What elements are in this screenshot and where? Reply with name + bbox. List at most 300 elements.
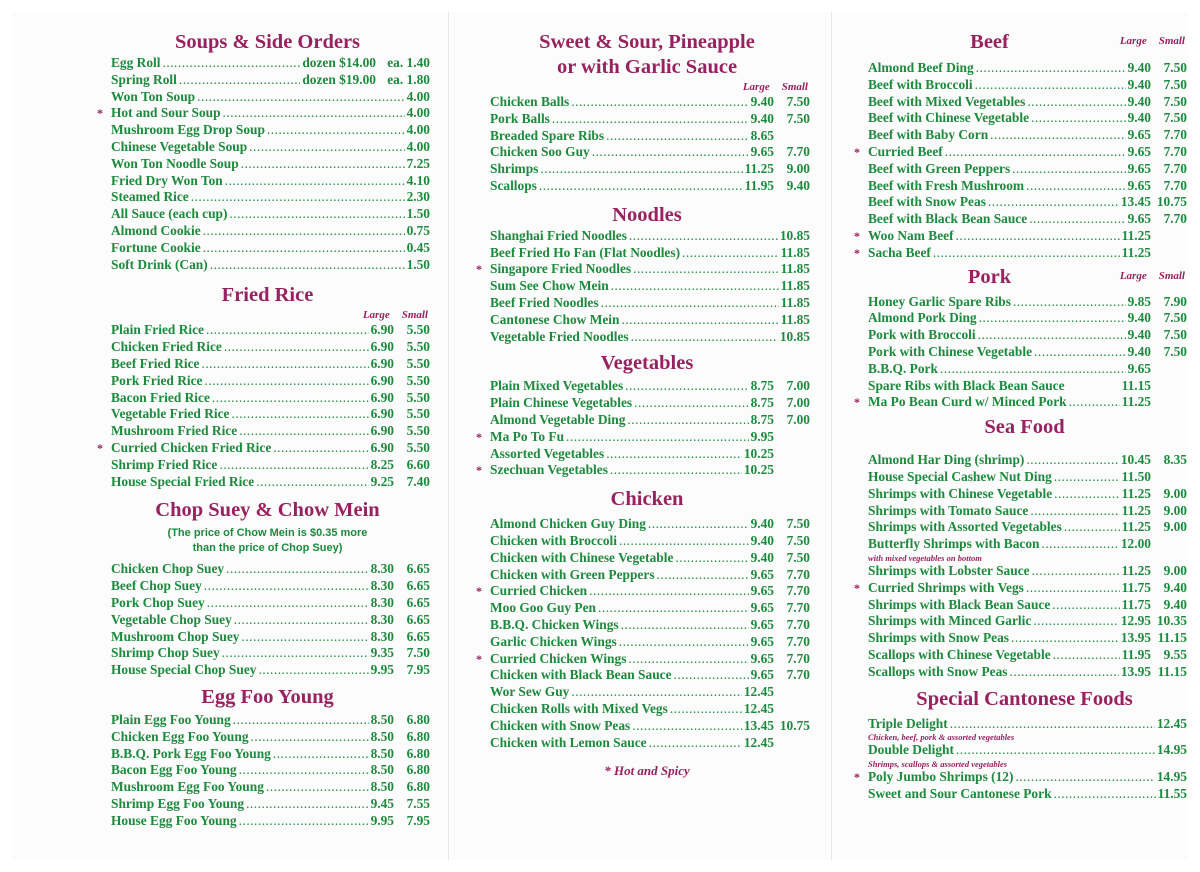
price-large: 8.75 bbox=[750, 395, 774, 411]
item-name: Singapore Fried Noodles bbox=[490, 261, 632, 277]
price-large: 9.65 bbox=[750, 633, 774, 649]
dot-leader bbox=[197, 89, 404, 106]
dot-leader bbox=[1013, 294, 1126, 311]
section-chop-suey bbox=[105, 498, 430, 679]
price-large: 9.40 bbox=[750, 532, 774, 548]
item-name: Chicken Rolls with Mixed Vegs bbox=[490, 700, 668, 716]
price-large: 1.50 bbox=[406, 206, 430, 222]
menu-item-row bbox=[484, 278, 810, 295]
dot-leader bbox=[225, 173, 405, 190]
item-name: Curried Chicken Fried Rice bbox=[111, 439, 272, 455]
dot-leader bbox=[1032, 563, 1120, 580]
price-large: 6.90 bbox=[370, 406, 394, 422]
dot-leader bbox=[241, 156, 405, 173]
menu-panel-right bbox=[854, 30, 1187, 803]
price-large: dozen $14.00 bbox=[302, 55, 376, 70]
item-name: Spring Roll bbox=[111, 71, 177, 87]
price-large: 8.50 bbox=[370, 762, 394, 778]
section-soups bbox=[97, 30, 430, 273]
item-name: Butterfly Shrimps with Bacon bbox=[868, 536, 1040, 552]
item-name: Curried Chicken bbox=[490, 583, 588, 599]
price-small: 6.65 bbox=[406, 611, 430, 627]
price-small: 5.50 bbox=[406, 406, 430, 422]
menu-item-row bbox=[484, 550, 810, 567]
footnote-text: Hot and Spicy bbox=[613, 763, 690, 779]
price-large: 11.25 bbox=[1121, 227, 1151, 243]
item-name: Shrimps with Assorted Vegetables bbox=[868, 519, 1062, 535]
size-header bbox=[105, 308, 430, 322]
dot-leader bbox=[256, 474, 368, 491]
dot-leader bbox=[598, 600, 749, 617]
dot-leader bbox=[234, 612, 369, 629]
price-small: 9.40 bbox=[1163, 579, 1187, 595]
price-small: 7.70 bbox=[786, 616, 810, 632]
item-name: Mushroom Egg Drop Soup bbox=[111, 122, 265, 138]
item-name: All Sauce (each cup) bbox=[111, 206, 228, 222]
price-small: 8.35 bbox=[1163, 452, 1187, 468]
dot-leader bbox=[273, 440, 368, 457]
price-large: 9.95 bbox=[370, 662, 394, 678]
price-small: 6.65 bbox=[406, 578, 430, 594]
item-name: Shrimps with Minced Garlic bbox=[868, 613, 1032, 629]
price-large: 10.45 bbox=[1120, 452, 1151, 468]
menu-item-row bbox=[862, 664, 1187, 681]
menu-item-row bbox=[105, 813, 430, 830]
spicy-marker: * bbox=[476, 429, 482, 444]
price-small: 7.50 bbox=[406, 645, 430, 661]
price-small: 6.60 bbox=[406, 456, 430, 472]
price-large: 8.50 bbox=[370, 745, 394, 761]
size-header bbox=[1120, 269, 1187, 283]
item-name: Chicken with Snow Peas bbox=[490, 717, 631, 733]
menu-item-row bbox=[862, 597, 1187, 614]
price-small: 7.50 bbox=[1163, 60, 1187, 75]
price-small: 9.00 bbox=[1163, 485, 1187, 501]
menu-page bbox=[12, 12, 1188, 860]
price-large: 9.40 bbox=[1127, 60, 1151, 75]
menu-item-row bbox=[105, 796, 430, 813]
dot-leader bbox=[223, 105, 405, 122]
menu-item-row bbox=[105, 173, 430, 190]
dot-leader bbox=[1054, 469, 1120, 486]
dot-leader bbox=[621, 312, 778, 329]
item-name: Beef with Chinese Vegetable bbox=[868, 110, 1030, 126]
item-name: Almond Vegetable Ding bbox=[490, 411, 626, 427]
menu-item-row bbox=[862, 294, 1187, 311]
price-small: 9.00 bbox=[1163, 502, 1187, 518]
dot-leader bbox=[179, 72, 300, 89]
dot-leader bbox=[601, 295, 779, 312]
price-small: 9.00 bbox=[1163, 519, 1187, 535]
dot-leader bbox=[649, 735, 742, 752]
item-name: Almond Cookie bbox=[111, 222, 201, 238]
item-name: Chicken Fried Rice bbox=[111, 339, 222, 355]
item-name: Bacon Fried Rice bbox=[111, 389, 210, 405]
menu-item-row bbox=[97, 439, 430, 457]
dot-leader bbox=[632, 718, 742, 735]
menu-item-row bbox=[484, 567, 810, 584]
item-name: Beef with Snow Peas bbox=[868, 194, 986, 210]
spicy-marker: * bbox=[97, 106, 103, 121]
price-large: 13.95 bbox=[1120, 663, 1151, 679]
dot-leader bbox=[162, 55, 300, 72]
dot-leader bbox=[592, 144, 749, 161]
price-large: 9.65 bbox=[1127, 127, 1151, 143]
price-large: 6.90 bbox=[370, 439, 394, 455]
dot-leader bbox=[267, 122, 405, 139]
menu-item-row bbox=[105, 339, 430, 356]
dot-leader bbox=[239, 813, 369, 830]
section-title: Beef bbox=[970, 31, 1009, 53]
item-list bbox=[854, 715, 1187, 803]
section-fried-rice bbox=[97, 283, 430, 490]
item-name: Vegetable Fried Noodles bbox=[490, 328, 629, 344]
dot-leader bbox=[610, 462, 742, 479]
dot-leader bbox=[1033, 613, 1119, 630]
dot-leader bbox=[1031, 110, 1126, 127]
menu-item-row bbox=[484, 178, 810, 195]
price-large: 9.35 bbox=[370, 645, 394, 661]
item-name: Beef with Mixed Vegetables bbox=[868, 93, 1026, 109]
price-large: 8.30 bbox=[370, 561, 394, 577]
price-large: 8.50 bbox=[370, 711, 394, 727]
dot-leader bbox=[628, 651, 748, 668]
price-small: 7.55 bbox=[406, 795, 430, 811]
price-small: 5.50 bbox=[406, 389, 430, 405]
menu-panel-left bbox=[97, 30, 430, 829]
item-description: Shrimps, scallops & assorted vegetables bbox=[868, 759, 1008, 770]
dot-leader bbox=[648, 516, 749, 533]
dot-leader bbox=[621, 617, 749, 634]
small-label: Small bbox=[1158, 269, 1185, 282]
item-name: Plain Fried Rice bbox=[111, 322, 204, 338]
menu-item-row bbox=[854, 394, 1187, 411]
price-large: 8.50 bbox=[370, 779, 394, 795]
item-name: Chicken Soo Guy bbox=[490, 144, 590, 160]
dot-leader bbox=[606, 128, 748, 145]
price-small: 7.00 bbox=[786, 395, 810, 411]
item-name: Steamed Rice bbox=[111, 189, 189, 205]
item-name: Curried Shrimps with Vegs bbox=[868, 579, 1024, 595]
item-name: Ma Po Bean Curd w/ Minced Pork bbox=[868, 394, 1067, 410]
price-large: 9.65 bbox=[750, 566, 774, 582]
price-small: 7.95 bbox=[406, 812, 430, 828]
price-large: 0.75 bbox=[406, 222, 430, 238]
section-noodles bbox=[476, 203, 810, 346]
item-name: Beef Fried Rice bbox=[111, 355, 200, 371]
price-large: 4.00 bbox=[406, 88, 430, 104]
dot-leader bbox=[258, 662, 368, 679]
menu-item-row bbox=[862, 378, 1187, 395]
price-large: 9.65 bbox=[750, 667, 774, 683]
price-large: 9.40 bbox=[1127, 110, 1151, 126]
menu-panel-middle bbox=[476, 30, 810, 779]
price-small: 6.65 bbox=[406, 561, 430, 577]
item-name: Egg Roll bbox=[111, 55, 161, 70]
price-large: 13.45 bbox=[1120, 194, 1151, 210]
price-small: 9.00 bbox=[786, 161, 810, 177]
price-large: 6.90 bbox=[370, 389, 394, 405]
item-name: Scallops with Snow Peas bbox=[868, 663, 1008, 679]
dot-leader bbox=[950, 716, 1155, 733]
note-line: than the price of Chop Suey) bbox=[192, 542, 343, 555]
price-small: 7.70 bbox=[786, 144, 810, 160]
menu-item-row bbox=[476, 583, 810, 600]
menu-item-row bbox=[862, 94, 1187, 111]
menu-item-row bbox=[105, 240, 430, 257]
menu-item-row bbox=[484, 684, 810, 701]
menu-item-row bbox=[105, 189, 430, 206]
dot-leader bbox=[239, 762, 369, 779]
price-large: 11.75 bbox=[1121, 579, 1151, 595]
price-large: 9.65 bbox=[1127, 143, 1151, 159]
item-name: Almond Pork Ding bbox=[868, 310, 977, 326]
item-name: B.B.Q. Pork bbox=[868, 360, 938, 376]
menu-item-row bbox=[862, 327, 1187, 344]
price-large: 9.65 bbox=[750, 616, 774, 632]
price-large: 0.45 bbox=[406, 239, 430, 255]
item-name: Spare Ribs with Black Bean Sauce bbox=[868, 377, 1065, 393]
spicy-marker: * bbox=[854, 770, 860, 785]
dot-leader bbox=[631, 329, 778, 346]
menu-item-row bbox=[862, 503, 1187, 520]
price-large: 8.30 bbox=[370, 578, 394, 594]
menu-item-row bbox=[484, 312, 810, 329]
menu-item-row bbox=[862, 178, 1187, 195]
item-name: Almond Beef Ding bbox=[868, 60, 974, 75]
price-small: 7.00 bbox=[786, 378, 810, 394]
section-title: Pork bbox=[967, 265, 1012, 288]
price-large: 13.45 bbox=[743, 717, 774, 733]
menu-item-row bbox=[105, 474, 430, 491]
dot-leader bbox=[956, 742, 1155, 759]
section-title: Fried Rice bbox=[221, 284, 314, 307]
menu-item-row bbox=[105, 89, 430, 106]
item-name: Shrimps bbox=[490, 161, 539, 177]
item-name: Wor Sew Guy bbox=[490, 684, 570, 700]
item-name: Chicken with Lemon Sauce bbox=[490, 734, 647, 750]
price-small: 9.55 bbox=[1163, 646, 1187, 662]
menu-item-row bbox=[862, 344, 1187, 361]
section-sweet-sour bbox=[484, 30, 810, 195]
item-name: Shrimp Fried Rice bbox=[111, 456, 218, 472]
menu-item-row bbox=[862, 310, 1187, 327]
item-description: with mixed vegetables on bottom bbox=[868, 552, 982, 563]
dot-leader bbox=[1052, 597, 1119, 614]
item-name: Triple Delight bbox=[868, 715, 948, 731]
price-large: 11.95 bbox=[1121, 646, 1151, 662]
price-small: 7.70 bbox=[786, 667, 810, 683]
section-beef bbox=[854, 30, 1187, 262]
dot-leader bbox=[210, 257, 405, 274]
menu-item-row bbox=[484, 600, 810, 617]
price-large: 6.90 bbox=[370, 372, 394, 388]
dot-leader bbox=[1054, 786, 1156, 803]
menu-item-row bbox=[862, 77, 1187, 94]
dot-leader bbox=[976, 60, 1126, 77]
dot-leader bbox=[975, 77, 1126, 94]
price-large: 12.95 bbox=[1120, 613, 1151, 629]
section-title: Soups & Side Orders bbox=[174, 31, 361, 53]
menu-item-row bbox=[476, 261, 810, 278]
menu-item-row bbox=[105, 322, 430, 339]
price-large: 7.25 bbox=[406, 155, 430, 171]
price-small: 7.50 bbox=[1163, 76, 1187, 92]
price-large: 11.25 bbox=[1121, 502, 1151, 518]
dot-leader bbox=[990, 127, 1125, 144]
menu-item-row bbox=[854, 227, 1187, 245]
small-label: Small bbox=[781, 81, 808, 93]
item-name: Beef Fried Noodles bbox=[490, 294, 599, 310]
dot-leader bbox=[229, 206, 404, 223]
menu-item-row bbox=[105, 779, 430, 796]
item-name: Sum See Chow Mein bbox=[490, 278, 609, 294]
menu-item-row bbox=[862, 630, 1187, 647]
dot-leader bbox=[266, 779, 369, 796]
menu-item-row bbox=[105, 139, 430, 156]
spicy-marker: * bbox=[854, 395, 860, 410]
price-small: 7.40 bbox=[406, 473, 430, 489]
dot-leader bbox=[1041, 536, 1118, 553]
menu-item-row bbox=[854, 244, 1187, 262]
dot-leader bbox=[634, 395, 748, 412]
dot-leader bbox=[539, 178, 743, 195]
dot-leader bbox=[239, 423, 368, 440]
dot-leader bbox=[988, 194, 1119, 211]
price-small: 6.65 bbox=[406, 628, 430, 644]
item-name: Double Delight bbox=[868, 742, 954, 758]
dot-leader bbox=[212, 390, 369, 407]
menu-item-row bbox=[476, 650, 810, 668]
item-name: Pork Fried Rice bbox=[111, 372, 203, 388]
dot-leader bbox=[619, 533, 749, 550]
price-small: 7.50 bbox=[786, 549, 810, 565]
item-list bbox=[105, 561, 430, 679]
dot-leader bbox=[241, 629, 368, 646]
dot-leader bbox=[633, 261, 779, 278]
section-egg-foo-young bbox=[105, 685, 430, 830]
dot-leader bbox=[1012, 161, 1125, 178]
price-large: 9.65 bbox=[750, 144, 774, 160]
dot-leader bbox=[204, 373, 368, 390]
price-large: 8.30 bbox=[370, 594, 394, 610]
item-name: B.B.Q. Chicken Wings bbox=[490, 616, 619, 632]
dot-leader bbox=[233, 712, 369, 729]
price-large: 9.65 bbox=[750, 583, 774, 599]
menu-item-row bbox=[862, 486, 1187, 503]
price-large: 9.40 bbox=[1127, 327, 1151, 343]
price-large: 9.40 bbox=[750, 516, 774, 532]
item-name: Pork Chop Suey bbox=[111, 594, 205, 610]
item-name: Plain Mixed Vegetables bbox=[490, 378, 624, 394]
item-name: Sweet and Sour Cantonese Pork bbox=[868, 785, 1052, 801]
item-name: Cantonese Chow Mein bbox=[490, 311, 620, 327]
price-large: 6.90 bbox=[370, 322, 394, 338]
menu-item-row bbox=[105, 122, 430, 139]
price-large: 11.85 bbox=[780, 261, 810, 277]
price-small: 7.50 bbox=[1163, 93, 1187, 109]
item-name: Curried Beef bbox=[868, 143, 943, 159]
spicy-marker: * bbox=[97, 440, 103, 455]
item-name: Woo Nam Beef bbox=[868, 227, 954, 243]
item-name: Moo Goo Guy Pen bbox=[490, 600, 597, 616]
item-name: Chicken Egg Foo Young bbox=[111, 728, 249, 744]
menu-item-row bbox=[105, 206, 430, 223]
price-large: 9.40 bbox=[1127, 93, 1151, 109]
menu-item-row bbox=[97, 105, 430, 122]
item-name: Scallops bbox=[490, 177, 537, 193]
item-name: Shrimp Chop Suey bbox=[111, 645, 220, 661]
dot-leader bbox=[203, 223, 405, 240]
price-large: 11.85 bbox=[780, 278, 810, 294]
item-name: Almond Har Ding (shrimp) bbox=[868, 452, 1025, 468]
item-description: Chicken, beef, pork & assorted vegetables bbox=[868, 732, 1015, 743]
item-name: Mushroom Chop Suey bbox=[111, 628, 240, 644]
menu-item-row bbox=[862, 127, 1187, 144]
dot-leader bbox=[251, 729, 369, 746]
item-name: Honey Garlic Spare Ribs bbox=[868, 293, 1011, 309]
item-name: Poly Jumbo Shrimps (12) bbox=[868, 769, 1014, 785]
menu-item-row bbox=[484, 245, 810, 262]
price-large: 1.50 bbox=[406, 256, 430, 272]
dot-leader bbox=[589, 583, 748, 600]
price-small: 11.15 bbox=[1157, 663, 1187, 679]
section-title: Chicken bbox=[610, 488, 684, 511]
menu-item-row bbox=[105, 457, 430, 474]
price-small: 7.70 bbox=[1163, 211, 1187, 227]
item-name: Hot and Sour Soup bbox=[111, 105, 221, 121]
item-name: Szechuan Vegetables bbox=[490, 462, 608, 478]
menu-item-row bbox=[484, 329, 810, 346]
price-large: 11.25 bbox=[1121, 394, 1151, 410]
dot-leader bbox=[1034, 344, 1126, 361]
item-name: Pork with Broccoli bbox=[868, 327, 976, 343]
large-label: Large bbox=[1119, 35, 1147, 47]
dot-leader bbox=[629, 228, 778, 245]
menu-item-row bbox=[862, 563, 1187, 580]
price-large: 9.95 bbox=[750, 428, 774, 444]
item-name: Beef with Green Peppers bbox=[868, 160, 1011, 176]
item-name: Pork with Chinese Vegetable bbox=[868, 343, 1033, 359]
item-name: House Egg Foo Young bbox=[111, 812, 237, 828]
dot-leader bbox=[219, 457, 368, 474]
dot-leader bbox=[933, 245, 1120, 262]
price-large: 10.85 bbox=[779, 227, 810, 243]
menu-item-row bbox=[105, 762, 430, 779]
item-name: Mushroom Fried Rice bbox=[111, 423, 238, 439]
price-small: ea. 1.40 bbox=[387, 55, 430, 70]
dot-leader bbox=[226, 561, 368, 578]
menu-item-row bbox=[862, 110, 1187, 127]
item-name: Chinese Vegetable Soup bbox=[111, 138, 248, 154]
menu-item-row bbox=[862, 536, 1187, 553]
item-name: Shrimps with Black Bean Sauce bbox=[868, 596, 1051, 612]
price-large: 10.25 bbox=[743, 445, 774, 461]
menu-item-row bbox=[862, 742, 1187, 759]
menu-item-row bbox=[105, 595, 430, 612]
menu-item-row bbox=[484, 128, 810, 145]
price-small: 7.50 bbox=[1163, 310, 1187, 326]
price-large: 11.95 bbox=[744, 177, 774, 193]
item-list bbox=[854, 60, 1187, 262]
price-small: 7.70 bbox=[1163, 177, 1187, 193]
dot-leader bbox=[1026, 178, 1125, 195]
section-chicken bbox=[476, 487, 810, 751]
menu-item-row bbox=[105, 612, 430, 629]
price-small: 7.70 bbox=[786, 650, 810, 666]
price-large: 9.40 bbox=[750, 110, 774, 126]
price-large: 6.90 bbox=[370, 423, 394, 439]
